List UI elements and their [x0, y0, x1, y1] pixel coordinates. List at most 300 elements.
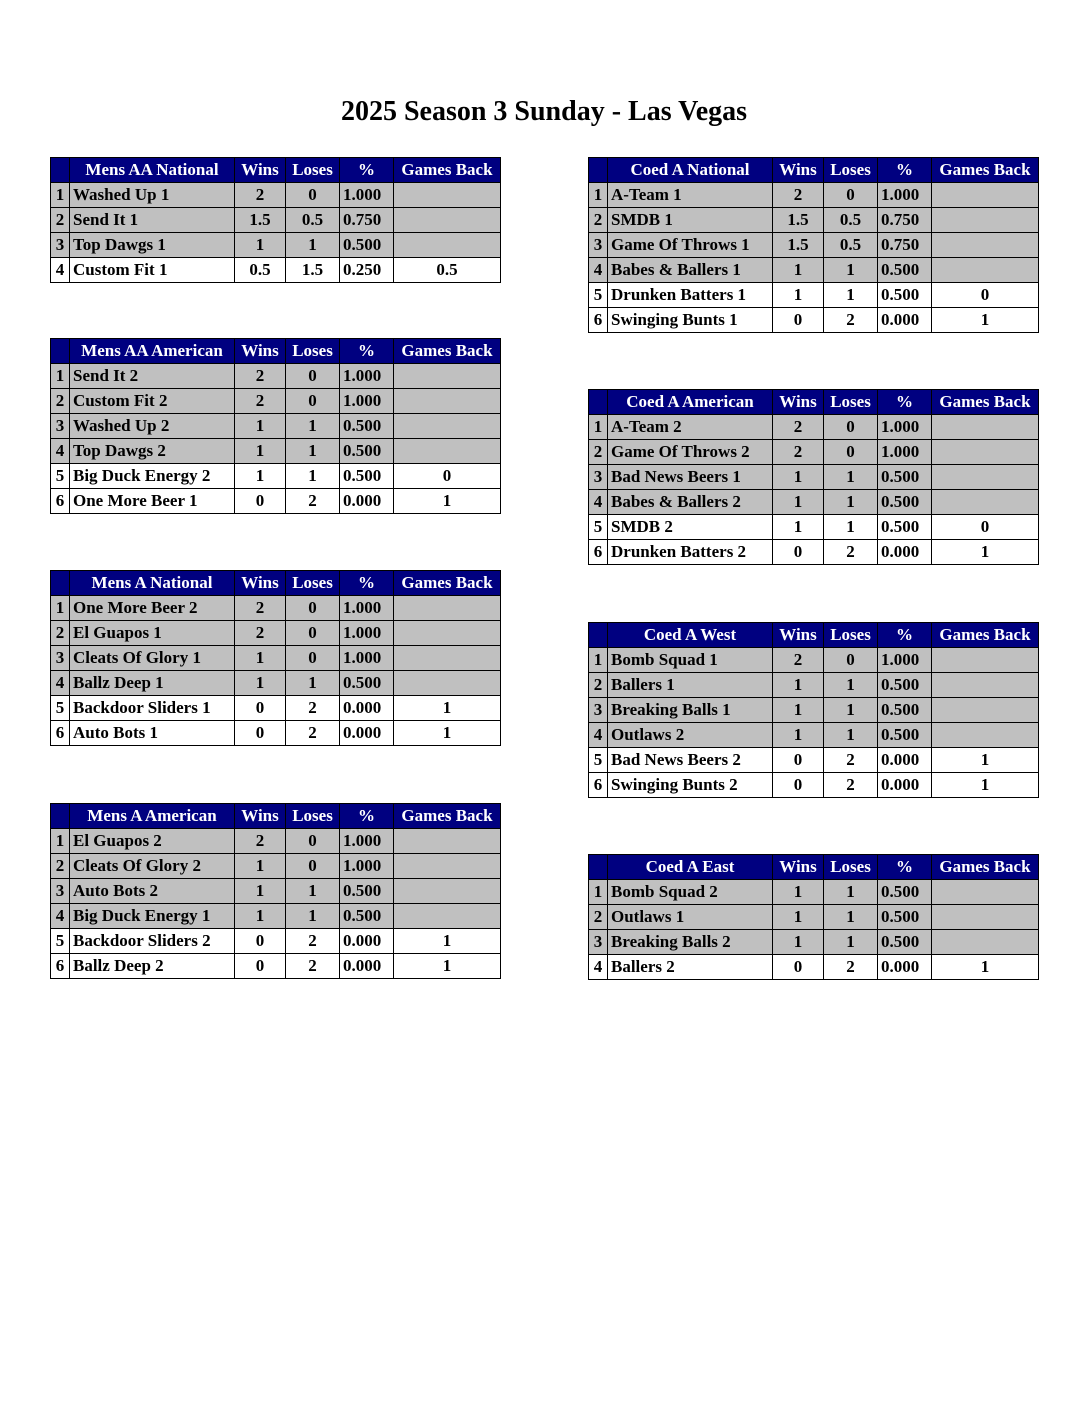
wins-cell: 2	[235, 183, 286, 208]
games-back-cell	[394, 389, 501, 414]
rank-cell: 1	[589, 415, 608, 440]
table-header-row	[589, 855, 1039, 880]
division-title: Coed A West	[608, 623, 773, 648]
rank-cell: 2	[51, 854, 70, 879]
wins-cell: 2	[235, 389, 286, 414]
team-name-cell: Outlaws 1	[608, 905, 773, 930]
table-row	[51, 621, 501, 646]
wins-cell: 1	[773, 283, 824, 308]
pct-cell: 0.500	[878, 465, 932, 490]
table-row	[589, 490, 1039, 515]
table-row	[51, 414, 501, 439]
loses-cell: 0	[824, 183, 878, 208]
games-back-cell: 1	[394, 721, 501, 746]
table-header-row	[589, 623, 1039, 648]
table-row	[51, 721, 501, 746]
wins-cell: 1	[235, 646, 286, 671]
rank-cell: 6	[51, 489, 70, 514]
wins-header: Wins	[773, 158, 824, 183]
team-name-cell: Swinging Bunts 1	[608, 308, 773, 333]
team-name-cell: Breaking Balls 2	[608, 930, 773, 955]
pct-cell: 0.000	[878, 773, 932, 798]
standings-table	[588, 157, 1039, 333]
rank-cell: 6	[51, 954, 70, 979]
wins-header: Wins	[773, 623, 824, 648]
pct-cell: 0.500	[878, 698, 932, 723]
team-name-cell: Auto Bots 2	[70, 879, 235, 904]
games-back-cell	[394, 414, 501, 439]
wins-cell: 1	[235, 671, 286, 696]
loses-cell: 2	[286, 721, 340, 746]
loses-cell: 2	[824, 540, 878, 565]
games-back-header: Games Back	[932, 623, 1039, 648]
standings-table	[588, 622, 1039, 798]
loses-cell: 1	[824, 673, 878, 698]
loses-cell: 1	[824, 490, 878, 515]
pct-cell: 0.000	[878, 540, 932, 565]
loses-cell: 0	[286, 389, 340, 414]
loses-cell: 1	[286, 464, 340, 489]
pct-cell: 0.500	[878, 905, 932, 930]
wins-cell: 0	[235, 696, 286, 721]
wins-cell: 2	[235, 829, 286, 854]
table-row	[589, 748, 1039, 773]
table-row	[589, 673, 1039, 698]
team-name-cell: Drunken Batters 2	[608, 540, 773, 565]
team-name-cell: Drunken Batters 1	[608, 283, 773, 308]
loses-cell: 0	[824, 648, 878, 673]
wins-header: Wins	[773, 855, 824, 880]
games-back-cell: 1	[394, 696, 501, 721]
pct-cell: 0.000	[878, 955, 932, 980]
pct-cell: 0.750	[340, 208, 394, 233]
team-name-cell: A-Team 2	[608, 415, 773, 440]
rank-cell: 2	[51, 389, 70, 414]
loses-cell: 0	[286, 854, 340, 879]
pct-cell: 0.750	[878, 233, 932, 258]
pct-cell: 0.500	[878, 283, 932, 308]
team-name-cell: One More Beer 2	[70, 596, 235, 621]
pct-cell: 0.500	[878, 515, 932, 540]
wins-cell: 0	[773, 748, 824, 773]
games-back-cell	[932, 490, 1039, 515]
pct-header: %	[878, 623, 932, 648]
pct-cell: 1.000	[878, 440, 932, 465]
games-back-header: Games Back	[394, 571, 501, 596]
loses-cell: 1	[824, 698, 878, 723]
games-back-cell: 1	[394, 489, 501, 514]
games-back-cell	[394, 621, 501, 646]
rank-cell: 3	[589, 233, 608, 258]
team-name-cell: El Guapos 1	[70, 621, 235, 646]
pct-cell: 0.000	[340, 696, 394, 721]
games-back-cell	[932, 905, 1039, 930]
pct-header: %	[878, 855, 932, 880]
rank-cell: 2	[589, 905, 608, 930]
loses-cell: 1	[824, 465, 878, 490]
table-row	[51, 489, 501, 514]
pct-cell: 0.500	[878, 490, 932, 515]
games-back-cell	[932, 183, 1039, 208]
rank-cell: 5	[589, 515, 608, 540]
rank-cell: 3	[51, 879, 70, 904]
team-name-cell: El Guapos 2	[70, 829, 235, 854]
team-name-cell: Game Of Throws 2	[608, 440, 773, 465]
rank-header	[589, 158, 608, 183]
standings-table	[588, 854, 1039, 980]
team-name-cell: Ballz Deep 2	[70, 954, 235, 979]
wins-cell: 0	[773, 308, 824, 333]
pct-cell: 1.000	[340, 596, 394, 621]
standings-table	[50, 570, 501, 746]
wins-cell: 2	[773, 415, 824, 440]
pct-cell: 0.750	[878, 208, 932, 233]
loses-cell: 0	[286, 621, 340, 646]
wins-header: Wins	[235, 571, 286, 596]
division-title: Mens AA American	[70, 339, 235, 364]
rank-cell: 3	[51, 233, 70, 258]
rank-cell: 4	[51, 439, 70, 464]
games-back-cell: 1	[394, 954, 501, 979]
wins-cell: 1	[235, 879, 286, 904]
division-title: Mens A National	[70, 571, 235, 596]
games-back-cell	[394, 904, 501, 929]
standings-table	[50, 803, 501, 979]
wins-cell: 1.5	[773, 233, 824, 258]
wins-cell: 0	[235, 954, 286, 979]
wins-cell: 0	[773, 540, 824, 565]
rank-header	[589, 855, 608, 880]
loses-header: Loses	[286, 571, 340, 596]
loses-cell: 0.5	[286, 208, 340, 233]
division-title: Mens AA National	[70, 158, 235, 183]
wins-cell: 0	[235, 929, 286, 954]
loses-header: Loses	[286, 158, 340, 183]
wins-cell: 0	[235, 721, 286, 746]
loses-header: Loses	[824, 158, 878, 183]
table-row	[51, 596, 501, 621]
team-name-cell: Swinging Bunts 2	[608, 773, 773, 798]
pct-cell: 1.000	[878, 648, 932, 673]
games-back-cell	[394, 854, 501, 879]
wins-cell: 1	[773, 490, 824, 515]
loses-cell: 2	[286, 489, 340, 514]
pct-cell: 1.000	[340, 389, 394, 414]
table-row	[589, 283, 1039, 308]
wins-header: Wins	[235, 158, 286, 183]
team-name-cell: A-Team 1	[608, 183, 773, 208]
table-row	[589, 208, 1039, 233]
pct-cell: 1.000	[340, 646, 394, 671]
games-back-cell: 1	[394, 929, 501, 954]
games-back-cell	[394, 646, 501, 671]
wins-cell: 2	[773, 183, 824, 208]
team-name-cell: Big Duck Energy 1	[70, 904, 235, 929]
wins-cell: 1	[773, 258, 824, 283]
rank-cell: 3	[589, 465, 608, 490]
pct-cell: 0.000	[340, 489, 394, 514]
pct-cell: 0.500	[878, 723, 932, 748]
pct-cell: 0.500	[340, 464, 394, 489]
loses-cell: 0	[824, 440, 878, 465]
games-back-cell: 1	[932, 308, 1039, 333]
table-row	[51, 364, 501, 389]
team-name-cell: Custom Fit 2	[70, 389, 235, 414]
wins-cell: 0	[773, 955, 824, 980]
wins-cell: 1.5	[235, 208, 286, 233]
team-name-cell: Backdoor Sliders 2	[70, 929, 235, 954]
loses-cell: 2	[286, 954, 340, 979]
games-back-cell	[394, 439, 501, 464]
rank-header	[51, 571, 70, 596]
loses-cell: 0	[286, 829, 340, 854]
loses-cell: 1	[824, 258, 878, 283]
rank-cell: 3	[51, 414, 70, 439]
loses-cell: 1	[824, 905, 878, 930]
team-name-cell: Top Dawgs 1	[70, 233, 235, 258]
team-name-cell: Bad News Beers 1	[608, 465, 773, 490]
table-row	[589, 698, 1039, 723]
loses-cell: 0	[824, 415, 878, 440]
games-back-cell	[932, 673, 1039, 698]
table-header-row	[51, 339, 501, 364]
rank-cell: 4	[51, 258, 70, 283]
table-row	[51, 233, 501, 258]
team-name-cell: Washed Up 2	[70, 414, 235, 439]
loses-cell: 1	[286, 904, 340, 929]
games-back-header: Games Back	[394, 804, 501, 829]
team-name-cell: Custom Fit 1	[70, 258, 235, 283]
standings-table	[50, 157, 501, 283]
pct-cell: 0.250	[340, 258, 394, 283]
rank-cell: 6	[589, 773, 608, 798]
team-name-cell: Game Of Throws 1	[608, 233, 773, 258]
pct-cell: 0.500	[340, 414, 394, 439]
wins-cell: 1	[235, 464, 286, 489]
games-back-cell	[932, 723, 1039, 748]
loses-header: Loses	[286, 804, 340, 829]
team-name-cell: Babes & Ballers 2	[608, 490, 773, 515]
table-row	[51, 854, 501, 879]
games-back-header: Games Back	[932, 390, 1039, 415]
games-back-cell	[394, 671, 501, 696]
rank-cell: 5	[51, 464, 70, 489]
table-row	[589, 905, 1039, 930]
pct-header: %	[340, 339, 394, 364]
rank-header	[51, 158, 70, 183]
table-row	[589, 540, 1039, 565]
games-back-cell	[932, 258, 1039, 283]
pct-cell: 0.500	[340, 439, 394, 464]
games-back-cell	[932, 698, 1039, 723]
games-back-cell	[932, 415, 1039, 440]
loses-cell: 1	[824, 723, 878, 748]
games-back-cell	[394, 183, 501, 208]
division-title: Mens A American	[70, 804, 235, 829]
standings-table	[588, 389, 1039, 565]
wins-cell: 1	[235, 904, 286, 929]
team-name-cell: Auto Bots 1	[70, 721, 235, 746]
table-row	[51, 183, 501, 208]
loses-cell: 1	[286, 439, 340, 464]
loses-cell: 2	[824, 955, 878, 980]
games-back-cell	[394, 364, 501, 389]
wins-cell: 1	[773, 930, 824, 955]
table-row	[589, 930, 1039, 955]
wins-cell: 1	[773, 698, 824, 723]
loses-cell: 2	[824, 773, 878, 798]
table-row	[51, 696, 501, 721]
wins-header: Wins	[235, 339, 286, 364]
rank-cell: 1	[589, 648, 608, 673]
table-row	[589, 773, 1039, 798]
team-name-cell: SMDB 1	[608, 208, 773, 233]
pct-cell: 0.500	[878, 258, 932, 283]
team-name-cell: Send It 1	[70, 208, 235, 233]
games-back-cell	[394, 596, 501, 621]
pct-cell: 0.500	[340, 233, 394, 258]
rank-cell: 4	[589, 955, 608, 980]
loses-cell: 0	[286, 364, 340, 389]
loses-header: Loses	[824, 855, 878, 880]
table-row	[589, 258, 1039, 283]
loses-cell: 1	[286, 414, 340, 439]
team-name-cell: One More Beer 1	[70, 489, 235, 514]
pct-cell: 0.500	[340, 904, 394, 929]
table-row	[51, 646, 501, 671]
wins-cell: 2	[235, 621, 286, 646]
wins-cell: 1	[235, 439, 286, 464]
pct-cell: 0.500	[878, 880, 932, 905]
rank-header	[589, 623, 608, 648]
team-name-cell: Ballers 1	[608, 673, 773, 698]
wins-cell: 1	[773, 723, 824, 748]
loses-cell: 2	[824, 308, 878, 333]
team-name-cell: Bad News Beers 2	[608, 748, 773, 773]
rank-cell: 5	[589, 283, 608, 308]
rank-cell: 4	[51, 904, 70, 929]
team-name-cell: Ballz Deep 1	[70, 671, 235, 696]
rank-cell: 3	[51, 646, 70, 671]
rank-cell: 5	[51, 696, 70, 721]
games-back-cell	[394, 829, 501, 854]
pct-header: %	[340, 571, 394, 596]
loses-cell: 0	[286, 646, 340, 671]
wins-cell: 1	[235, 414, 286, 439]
division-title: Coed A National	[608, 158, 773, 183]
wins-cell: 1	[773, 465, 824, 490]
pct-cell: 1.000	[878, 183, 932, 208]
team-name-cell: Big Duck Energy 2	[70, 464, 235, 489]
games-back-cell: 1	[932, 540, 1039, 565]
rank-cell: 1	[589, 183, 608, 208]
team-name-cell: Babes & Ballers 1	[608, 258, 773, 283]
table-header-row	[589, 158, 1039, 183]
table-row	[51, 829, 501, 854]
pct-cell: 0.500	[340, 671, 394, 696]
pct-cell: 0.000	[340, 929, 394, 954]
pct-cell: 0.500	[878, 930, 932, 955]
wins-header: Wins	[773, 390, 824, 415]
table-row	[51, 258, 501, 283]
team-name-cell: Washed Up 1	[70, 183, 235, 208]
wins-cell: 0	[235, 489, 286, 514]
games-back-cell	[932, 465, 1039, 490]
pct-cell: 1.000	[340, 183, 394, 208]
wins-cell: 0.5	[235, 258, 286, 283]
pct-header: %	[340, 158, 394, 183]
rank-header	[51, 804, 70, 829]
team-name-cell: Ballers 2	[608, 955, 773, 980]
pct-cell: 1.000	[340, 364, 394, 389]
table-row	[589, 648, 1039, 673]
team-name-cell: Send It 2	[70, 364, 235, 389]
wins-cell: 1	[773, 880, 824, 905]
division-title: Coed A American	[608, 390, 773, 415]
rank-cell: 5	[589, 748, 608, 773]
team-name-cell: Top Dawgs 2	[70, 439, 235, 464]
wins-cell: 2	[773, 440, 824, 465]
pct-cell: 0.500	[340, 879, 394, 904]
loses-cell: 1	[824, 930, 878, 955]
rank-cell: 4	[51, 671, 70, 696]
games-back-cell: 0.5	[394, 258, 501, 283]
loses-cell: 0.5	[824, 233, 878, 258]
loses-cell: 1	[824, 880, 878, 905]
loses-cell: 1	[286, 879, 340, 904]
rank-cell: 6	[589, 540, 608, 565]
division-title: Coed A East	[608, 855, 773, 880]
loses-cell: 2	[824, 748, 878, 773]
table-row	[589, 723, 1039, 748]
games-back-cell: 0	[932, 283, 1039, 308]
wins-cell: 2	[235, 364, 286, 389]
wins-cell: 1	[773, 673, 824, 698]
games-back-cell	[932, 233, 1039, 258]
games-back-cell	[394, 233, 501, 258]
loses-cell: 0	[286, 596, 340, 621]
rank-cell: 1	[51, 596, 70, 621]
page-title: 2025 Season 3 Sunday - Las Vegas	[340, 96, 748, 127]
rank-cell: 4	[589, 258, 608, 283]
games-back-cell: 1	[932, 955, 1039, 980]
loses-header: Loses	[824, 623, 878, 648]
team-name-cell: SMDB 2	[608, 515, 773, 540]
loses-cell: 1	[824, 283, 878, 308]
table-row	[589, 415, 1039, 440]
rank-cell: 1	[51, 829, 70, 854]
wins-cell: 1.5	[773, 208, 824, 233]
rank-cell: 6	[589, 308, 608, 333]
wins-cell: 2	[773, 648, 824, 673]
games-back-cell: 0	[394, 464, 501, 489]
rank-cell: 1	[51, 183, 70, 208]
rank-cell: 2	[589, 440, 608, 465]
rank-cell: 2	[51, 621, 70, 646]
table-row	[589, 880, 1039, 905]
table-header-row	[51, 804, 501, 829]
games-back-header: Games Back	[394, 339, 501, 364]
wins-cell: 0	[773, 773, 824, 798]
rank-cell: 2	[589, 673, 608, 698]
table-header-row	[589, 390, 1039, 415]
pct-cell: 0.000	[340, 954, 394, 979]
loses-cell: 1.5	[286, 258, 340, 283]
pct-cell: 0.000	[878, 308, 932, 333]
table-row	[51, 929, 501, 954]
loses-cell: 2	[286, 696, 340, 721]
table-header-row	[51, 571, 501, 596]
